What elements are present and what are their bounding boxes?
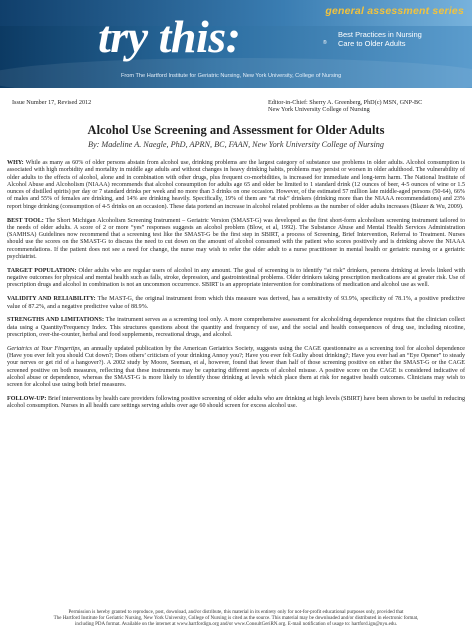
publication-title: Geriatrics at Your Fingertips,	[7, 345, 82, 352]
tagline-line-1: Best Practices in Nursing	[338, 30, 422, 39]
document-title: Alcohol Use Screening and Assessment for Older Adults	[87, 123, 385, 137]
section-why	[7, 160, 465, 211]
publisher-line: From The Hartford Institute for Geriatric Nursing, New York University, College of Nursing	[121, 73, 342, 79]
section-heading: WHY:	[7, 160, 24, 166]
permission-footer	[10, 610, 462, 628]
editor-affiliation: New York University College of Nursing	[268, 106, 370, 114]
section-text: Brief interventions by health care providers following positive screening of older adults who are drinking at high levels (SBIRT) have been shown to be useful in reducing alcohol consumption. Nurses in all health care settings serving adults over age 60 should screen for excess alcohol use.	[7, 396, 466, 410]
section-cage	[7, 346, 465, 390]
section-strengths	[7, 317, 465, 339]
footer-line-3: including PDA format. Available on the internet at www.hartfordign.org and/or www.ConsultGeriRN.org. E-mail notification of usage to: hartford.ign@nyu.edu.	[74, 622, 398, 627]
section-heading: FOLLOW-UP:	[7, 396, 47, 403]
section-follow-up	[7, 396, 465, 411]
section-text: The MAST-G, the original instrument from which this measure was derived, has a sensitivity of 93.9%, specificity of 78.1%, a positive predictive value of 87.2%, and a negative predictive value of 88.9%.	[7, 296, 465, 310]
footer-line-2: The Hartford Institute for Geriatric Nursing, New York University, College of Nursing is cited as the source. This material may be downloaded and/or distributed in electronic format,	[53, 616, 419, 621]
section-target-population	[7, 268, 465, 290]
section-validity	[7, 296, 465, 311]
section-best-tool	[7, 218, 465, 262]
section-heading: STRENGTHS AND LIMITATIONS:	[7, 317, 104, 324]
section-text: Older adults who are regular users of alcohol in any amount. The goal of screening is to identify “at risk” drinkers, persons drinking at levels linked with negative outcomes for physical and mental health such as falls, stroke, depression, and gastrointestinal problems. Older drinkers taking prescription medications are at greater risk. Use of prescription drugs and alcohol in combination is not an uncommon occurrence. SBIRT is an appropriate intervention for combinations of medication and alcohol use as well.	[7, 267, 465, 289]
tagline	[338, 30, 468, 48]
editor-name: Editor-in-Chief: Sherry A. Greenberg, PhD(c) MSN, GNP-BC	[268, 99, 423, 106]
series-label: general assessment series	[325, 5, 464, 17]
section-text: an annually updated publication by the American Geriatrics Society, suggests using the CAGE questionnaire as a screening tool for alcohol dependence (Have you ever felt you should Cut down?; Does others’ criticism of your drinking Annoy you?; Have you ever felt Guilty about drinking?; Have you ever had an “Eye Opener” to steady your nerves or get rid of a hangover?). A 2002 study by Moore, Seeman, et al, however, found that fewer than half of those screening positive on either the SMAST-G or the CAGE screened positive on both measures, reflecting that these instruments may be capturing different aspects of alcohol misuse. A positive score on the CAGE is considered indicative of alcohol abuse or dependence, whereas the SMAST-G is more likely to identify those drinking at levels which place them at risk for negative health outcomes. Clinicians may wish to screen for alcohol use using both brief measures.	[7, 345, 465, 389]
issue-number: Issue Number 17, Revised 2012	[12, 99, 92, 106]
header-banner	[0, 0, 472, 88]
editor-info	[268, 99, 422, 114]
section-text: While as many as 60% of older persons abstain from alcohol use, drinking problems are the largest category of substance use problems in older adults. Alcohol consumption is associated with high morbidity and mortality in middle age adults and without changes in heavy drinking habits, problems may persist or worsen in older adulthood. The vulnerability of older adults to the effects of alcohol, alone and in combination with other drugs, plus frequent co-morbidities, is increased for immediate and long-term harm. The National Institute of Alcohol Abuse and Alcoholism (NIAAA) recommends that alcohol consumption for adults age 65 and older be limited to 1 standard drink (12 ounces of beer, 4-5 ounces of wine or 1.5 ounces of distilled spirits) per day or 7 standard drinks per week and no more than 3 drinks on one occasion. However, of the estimated 57 million late middle-aged persons (50-64), 66% of males and 55% of females are drinking, and 14% are drinking heavily. Specifically, 19% of them are “at risk” drinkers (drinking more than the NIAAA recommendations) and 23% report binge drinking (consumption of 4-5 drinks on an occasion). These data portend an increase in alcohol related problems as the number of older adults increases (Blazer & Wu, 2009).	[7, 160, 465, 210]
registered-mark: ®	[323, 40, 327, 46]
section-heading: BEST TOOL:	[7, 217, 44, 224]
section-heading: TARGET POPULATION:	[7, 267, 77, 274]
section-text: The Short Michigan Alcoholism Screening Instrument – Geriatric Version (SMAST-G) was developed as the first short-form alcoholism screening instrument tailored to the needs of older adults. A score of 2 or more “yes” responses suggests an alcohol problem (Blow, et al, 1992). The Substance Abuse and Mental Health Services Administration (SAMHSA) Guidelines now recommend that a screening test like the SMAST-G be the first step in SBIRT, a process of Screening, Brief Intervention, Referral to Treatment. Nurses should use the scores on the SMAST-G to discuss the need to cut down on the amount of alcohol consumed with the patient who scores positively and is drinking above the NIAAA recommendations. If the patient does not see a need for change, the nurse may wish to refer the older adult to a nurse practitioner in mental health or geriatric nursing or a geriatric psychiatrist.	[7, 217, 465, 261]
section-text: The instrument serves as a screening tool only. A more comprehensive assessment for alcohol/drug dependence requires that the clinician collect data using a Quantity/Frequency Index. This structures questions about the quantity and frequency of use, and the social and health consequences of drug use, including nicotine, prescription, over-the-counter, herbal and food supplements, recreational drugs, and alcohol.	[7, 317, 465, 338]
article-body	[7, 160, 465, 417]
try-this-logo: try this:	[98, 11, 241, 62]
tagline-line-2: Care to Older Adults	[338, 39, 406, 48]
footer-line-1: Permission is hereby granted to reproduce, post, download, and/or distribute, this material in its entirety only for not-for-profit educational purposes only, provided that	[68, 610, 404, 615]
section-heading: VALIDITY AND RELIABILITY:	[7, 296, 96, 303]
author-byline: By: Madeline A. Naegle, PhD, APRN, BC, FAAN, New York University College of Nursing	[87, 140, 384, 149]
